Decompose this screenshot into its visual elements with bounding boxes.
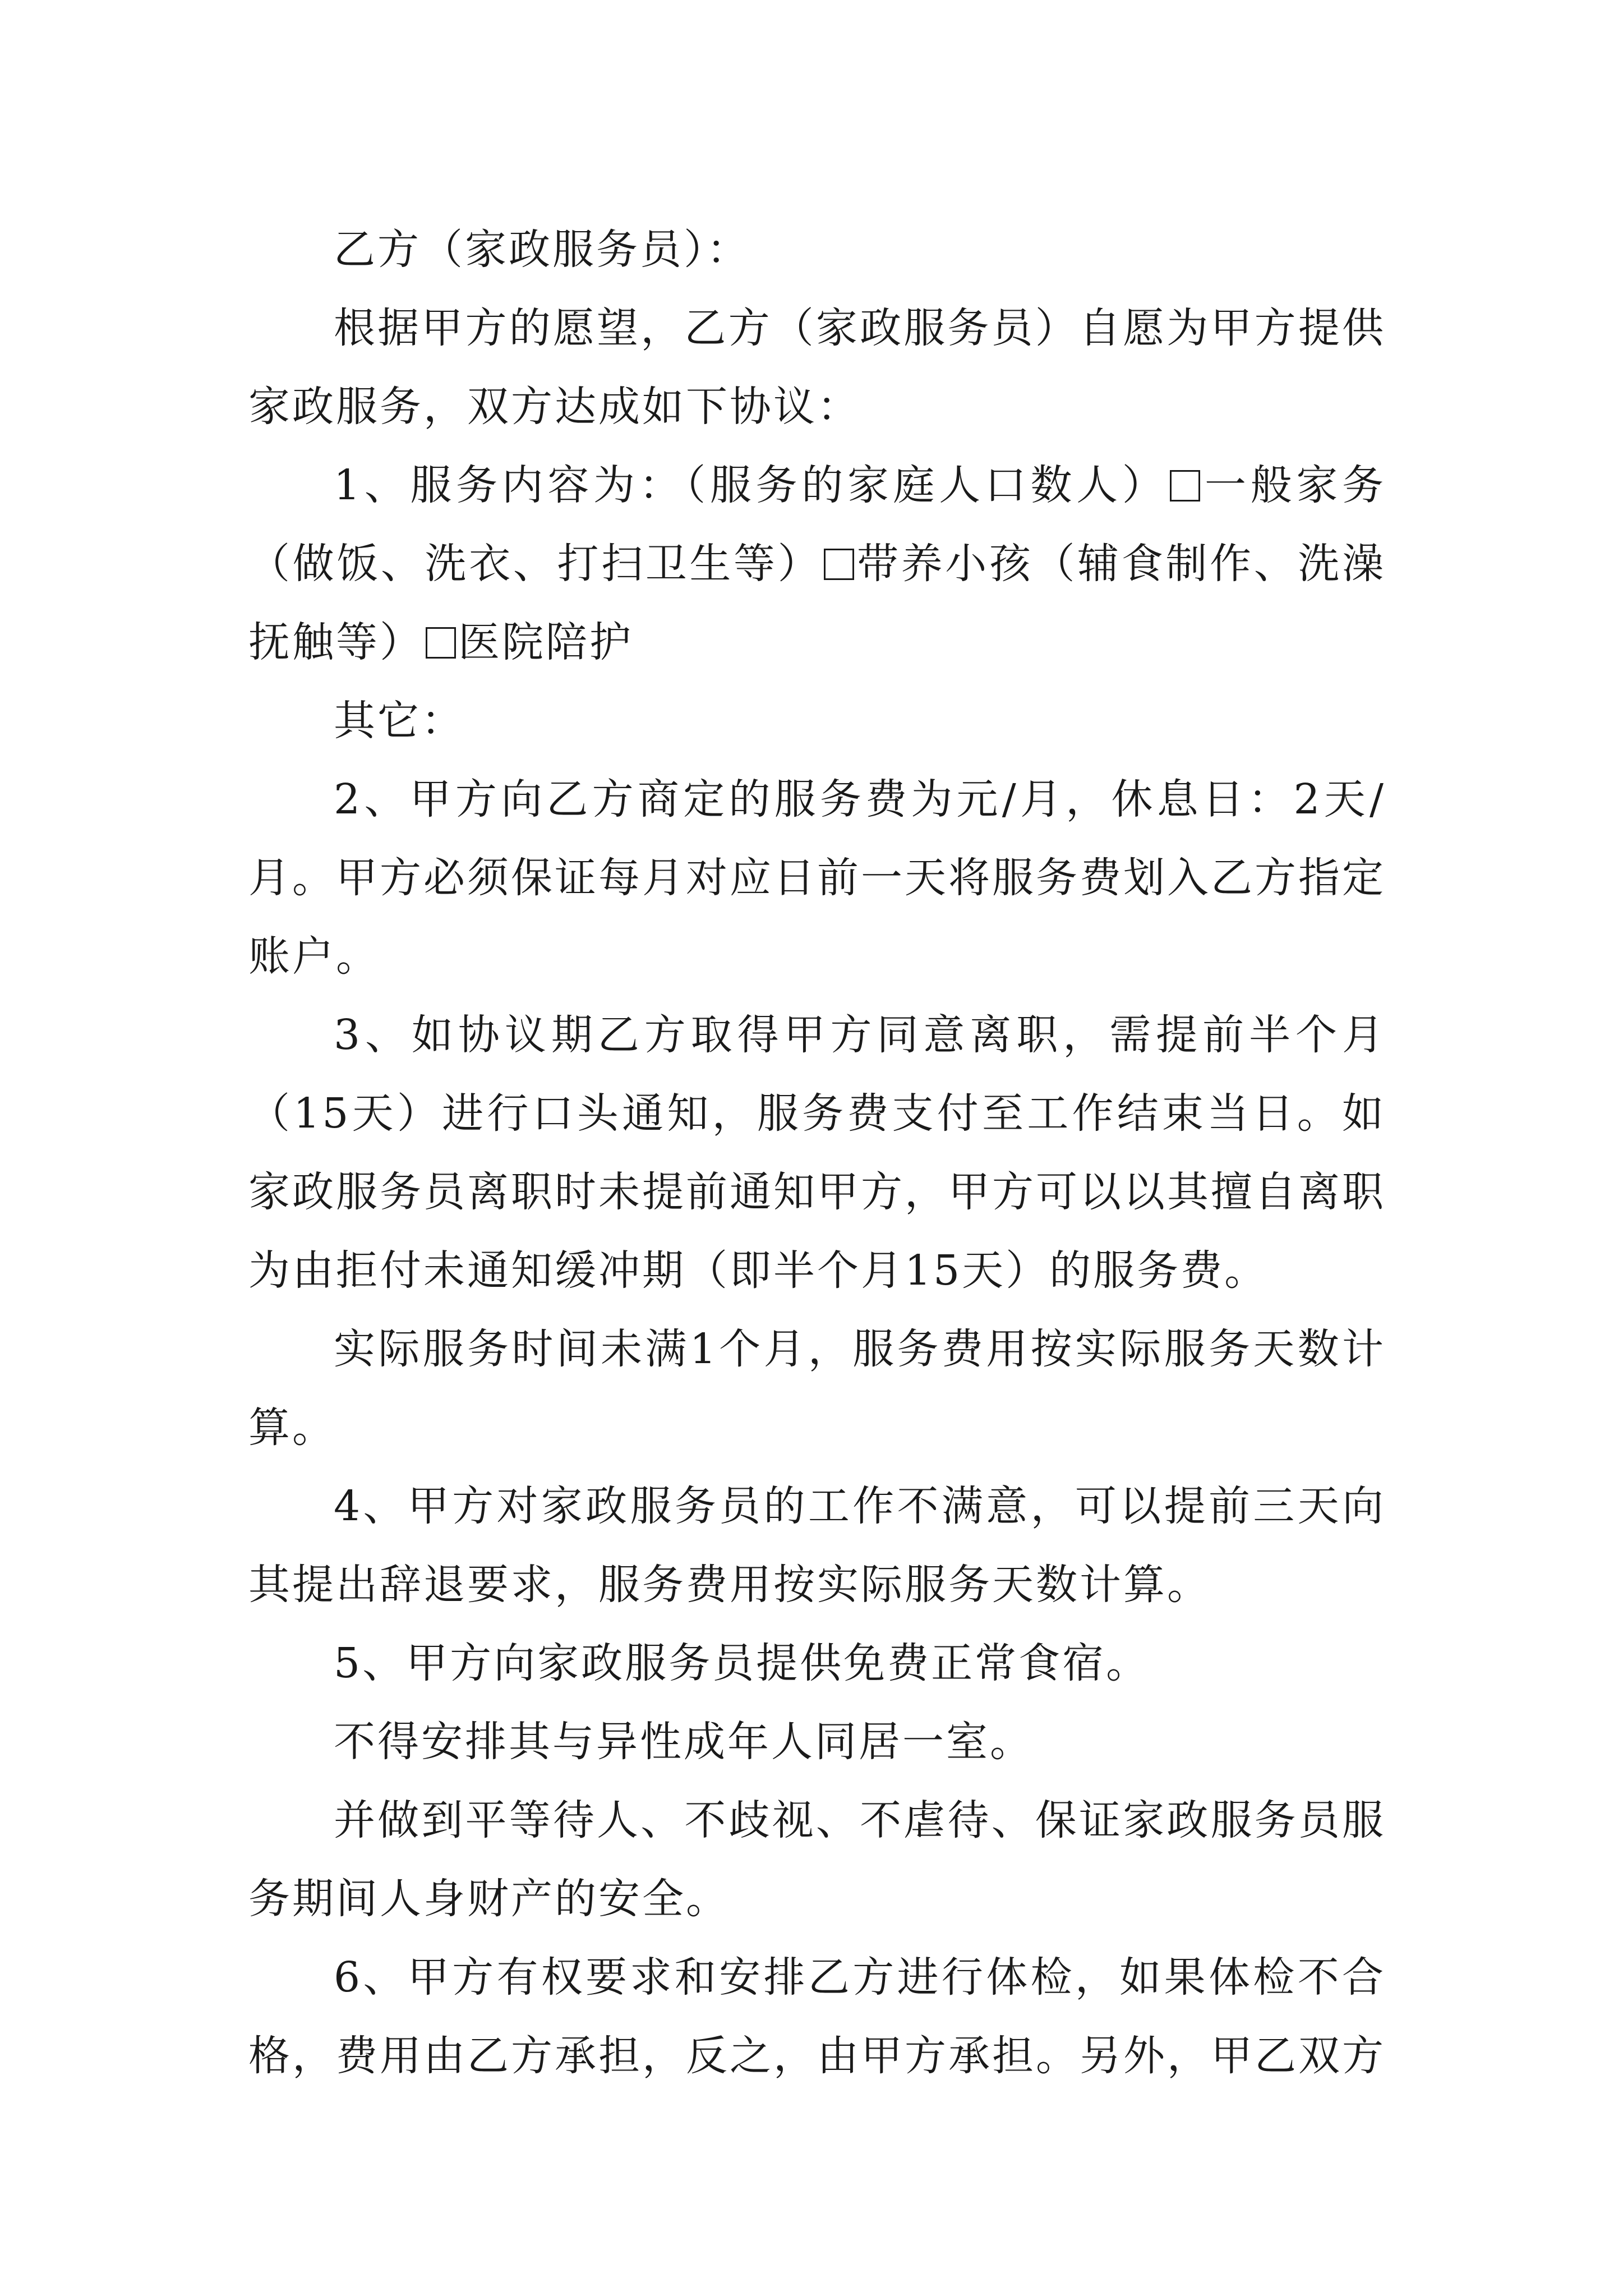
document-body: [248, 210, 1386, 2095]
paragraph-clause-2-fee: 2、甲方向乙方商定的服务费为元/月，休息日：2天/月。甲方必须保证每月对应日前一天将服务费划入乙方指定账户。: [248, 775, 1386, 981]
checkbox-hospital-care[interactable]: [426, 627, 456, 659]
paragraph-other: 其它：: [334, 697, 465, 745]
paragraph-no-shared-room: 不得安排其与异性成年人同居一室。: [334, 1718, 1034, 1766]
option-housework-label: 一般家务（做饭、洗衣、打扫卫生等）: [248, 461, 1386, 588]
paragraph-service-content: [248, 446, 1386, 682]
paragraph-clause-4-dismissal: 4、甲方对家政服务员的工作不满意，可以提前三天向其提出辞退要求，服务费用按实际服务天数计算。: [248, 1482, 1386, 1609]
paragraph-party-b: 乙方（家政服务员）：: [334, 226, 750, 274]
paragraph-equal-treatment: 并做到平等待人、不歧视、不虐待、保证家政服务员服务期间人身财产的安全。: [248, 1796, 1386, 1923]
option-hospital-care-label: 医院陪护: [458, 618, 633, 666]
paragraph-clause-5-board: 5、甲方向家政服务员提供免费正常食宿。: [334, 1639, 1150, 1687]
option-childcare-label: 带养小孩（辅食制作、洗澡抚触等）: [248, 540, 1386, 666]
paragraph-intro: 根据甲方的愿望，乙方（家政服务员）自愿为甲方提供家政服务，双方达成如下协议：: [248, 304, 1386, 431]
paragraph-clause-6-medical: 6、甲方有权要求和安排乙方进行体检，如果体检不合格，费用由乙方承担，反之，由甲方承担。另外，甲乙双方: [248, 1953, 1386, 2080]
checkbox-housework[interactable]: [1170, 470, 1200, 501]
paragraph-partial-month: 实际服务时间未满1个月，服务费用按实际服务天数计算。: [248, 1325, 1386, 1452]
paragraph-clause-3-resignation: 3、如协议期乙方取得甲方同意离职，需提前半个月（15天）进行口头通知，服务费支付至工作结束当日。如家政服务员离职时未提前通知甲方，甲方可以以其擅自离职为由拒付未通知缓冲期（即半个月15天）的服务费。: [248, 1011, 1386, 1295]
service-content-lead: 1、服务内容为：（服务的家庭人口数人）: [334, 461, 1168, 509]
checkbox-childcare[interactable]: [824, 549, 854, 580]
